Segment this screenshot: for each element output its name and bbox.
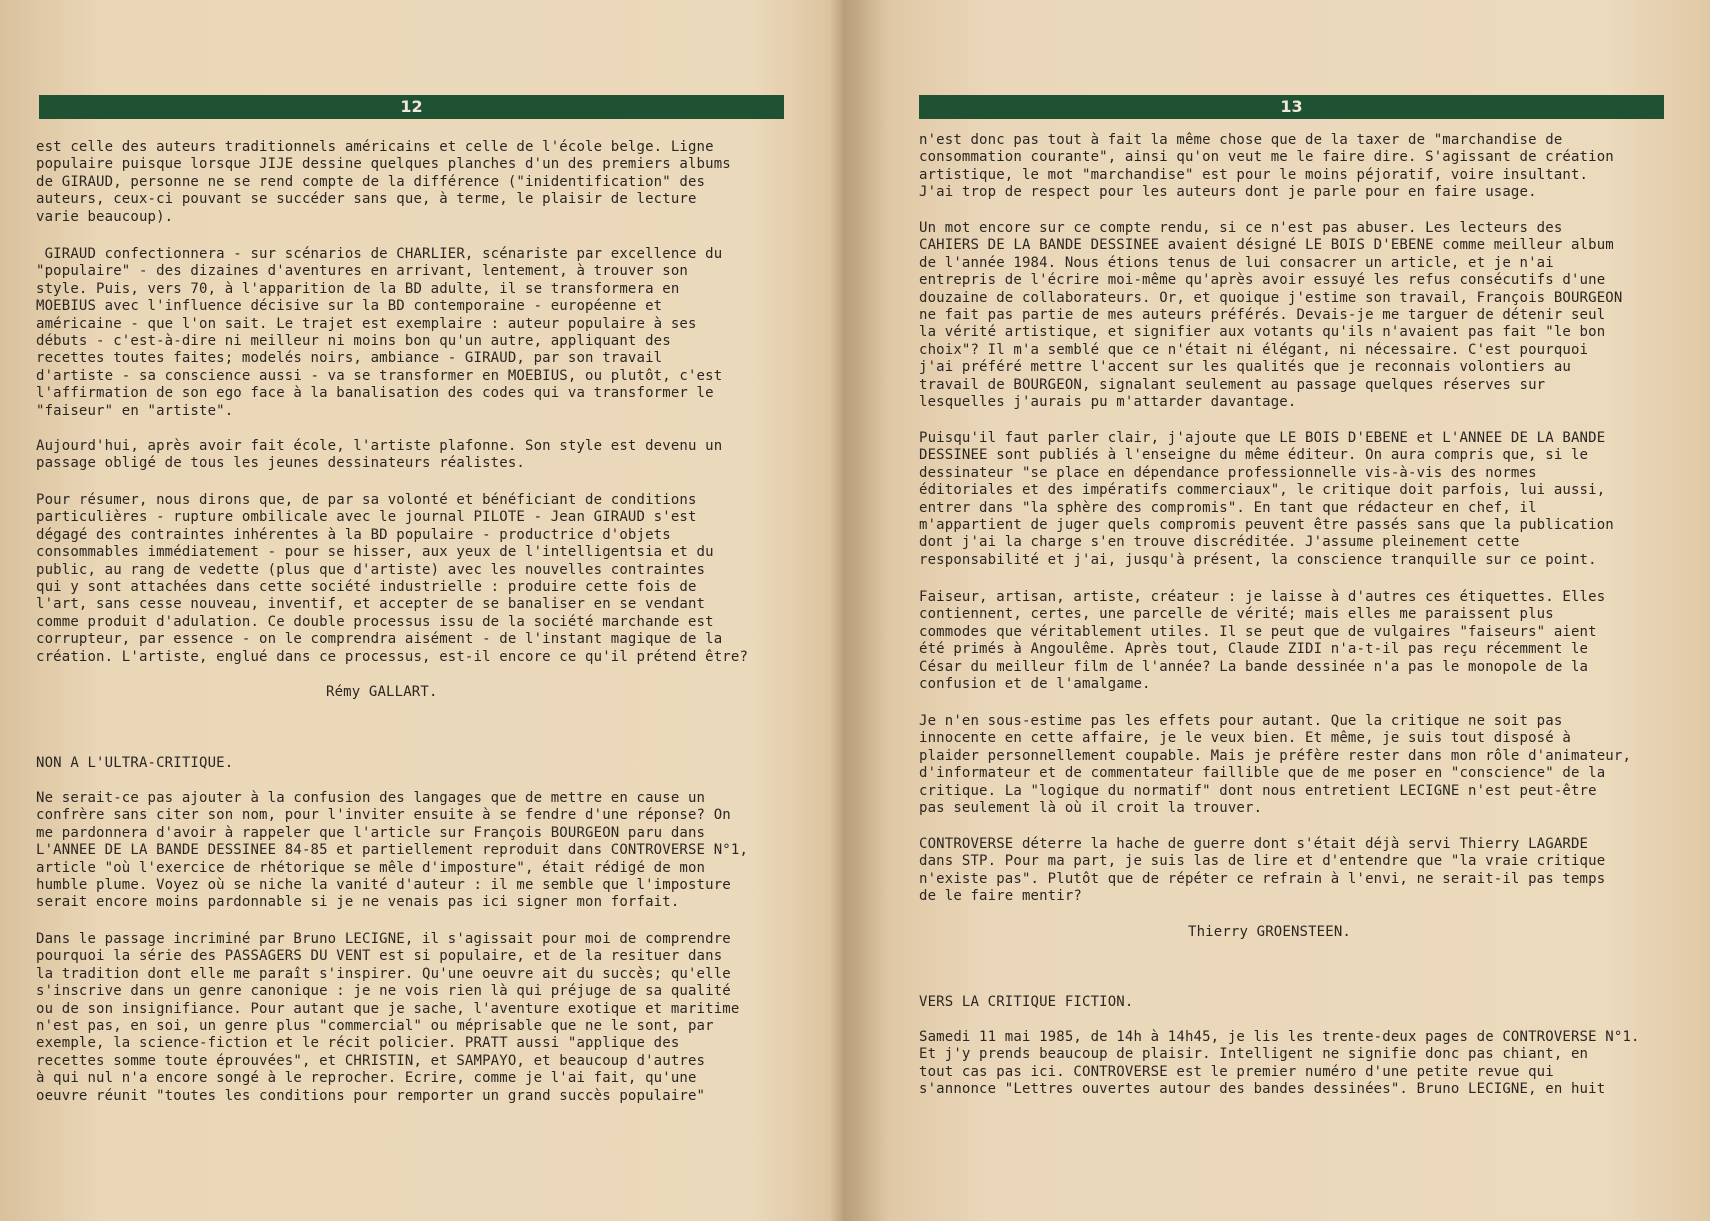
paragraph: Je n'en sous-estime pas les effets pour autant. Que la critique ne soit pas innocente en cette affaire, je le veux bien. Et même, je suis tout disposé à plaider personnellement coupable. Mais je préfère rester dans mon rôle d'animateur, d'informateur et de commentateur faillible que de me poser en "conscience" de la critique. La "logique du normatif" dont nous entretient LECIGNE n'est peut-être pas seulement là où il croit la trouver.: [919, 713, 1632, 817]
paragraph: Faiseur, artisan, artiste, créateur : je laisse à d'autres ces étiquettes. Elles contiennent, certes, une parcelle de vérité; mais elles me paraissent plus commodes que véritablement utiles. Il se peut que de vulgaires "faiseurs" aient été primés à Angoulême. Après tout, Claude ZIDI n'a-t-il pas reçu récemment le César du meilleur film de l'année? La bande dessinée n'a pas le monopole de la confusion et de l'amalgame.: [919, 589, 1606, 693]
left-page: [0, 0, 845, 1221]
section-title: VERS LA CRITIQUE FICTION.: [919, 994, 1134, 1010]
paragraph: Samedi 11 mai 1985, de 14h à 14h45, je lis les trente-deux pages de CONTROVERSE N°1. Et j'y prends beaucoup de plaisir. Intelligent ne signifie donc pas chiant, en tout cas pas ici. CONTROVERSE est le premier numéro d'une petite revue qui s'annonce "Lettres ouvertes autour des bandes dessinées". Bruno LECIGNE, en huit: [919, 1029, 1640, 1098]
paragraph: Dans le passage incriminé par Bruno LECIGNE, il s'agissait pour moi de comprendre pourquoi la série des PASSAGERS DU VENT est si populaire, et de la resituer dans la tradition dont elle me paraît s'inspirer. Qu'une oeuvre ait du succès; qu'elle s'inscrive dans un genre canonique : je ne vois rien là qui préjuge de sa qualité ou de son insignifiance. Pour autant que je sache, l'aventure exotique et maritime n'est pas, en soi, un genre plus "commercial" ou méprisable que ne le sont, par exemple, la science-fiction et le récit policier. PRATT aussi "applique des recettes somme toute éprouvées", et CHRISTIN, et SAMPAYO, et beaucoup d'autres à qui nul n'a encore songé à le reprocher. Ecrire, comme je l'ai fait, qu'une oeuvre réunit "toutes les conditions pour remporter un grand succès populaire": [36, 931, 740, 1104]
author-signature: Rémy GALLART.: [326, 684, 438, 700]
page-number-bar: [919, 95, 1664, 119]
paragraph: n'est donc pas tout à fait la même chose que de la taxer de "marchandise de consommation courante", ainsi qu'on veut me le faire dire. S'agissant de création artistique, le mot "marchandise" est pour le moins péjoratif, voire insultant. J'ai trop de respect pour les auteurs dont je parle pour en faire usage.: [919, 132, 1614, 201]
page-number: 13: [1280, 97, 1303, 116]
paragraph: Puisqu'il faut parler clair, j'ajoute que LE BOIS D'EBENE et L'ANNEE DE LA BANDE DESSINEE sont publiés à l'enseigne du même éditeur. On aura compris que, si le dessinateur "se place en dépendance professionnelle vis-à-vis des normes éditoriales et des impératifs commerciaux", le critique doit parfois, lui aussi, entrer dans "la sphère des compromis". En tant que rédacteur en chef, il m'appartient de juger quels compromis peuvent être passés sans que la publication dont j'ai la charge s'en trouve discréditée. J'assume pleinement cette responsabilité et j'ai, jusqu'à présent, la conscience tranquille sur ce point.: [919, 430, 1614, 568]
right-page: [850, 0, 1710, 1221]
paragraph: GIRAUD confectionnera - sur scénarios de CHARLIER, scénariste par excellence du "populaire" - des dizaines d'aventures en arrivant, lentement, à trouver son style. Puis, vers 70, à l'apparition de la BD adulte, il se transformera en MOEBIUS avec l'influence décisive sur la BD contemporaine - européenne et américaine - que l'on sait. Le trajet est exemplaire : auteur populaire à ses débuts - c'est-à-dire ni meilleur ni moins bon qu'un autre, appliquant des recettes toutes faites; modelés noirs, ambiance - GIRAUD, par son travail d'artiste - sa conscience aussi - va se transformer en MOEBIUS, ou plutôt, c'est l'affirmation de son ego face à la banalisation des codes qui va transformer le "faiseur" en "artiste".: [36, 246, 723, 419]
paragraph: Aujourd'hui, après avoir fait école, l'artiste plafonne. Son style est devenu un passage obligé de tous les jeunes dessinateurs réalistes.: [36, 438, 723, 472]
paragraph: Pour résumer, nous dirons que, de par sa volonté et bénéficiant de conditions particulières - rupture ombilicale avec le journal PILOTE - Jean GIRAUD s'est dégagé des contraintes inhérentes à la BD populaire - productrice d'objets consommables immédiatement - pour se hisser, aux yeux de l'intelligentsia et du public, au rang de vedette (plus que d'artiste) avec les nouvelles contraintes qui y sont attachées dans cette société industrielle : produire cette fois de l'art, sans cesse nouveau, inventif, et accepter de se banaliser en se vendant comme produit d'adulation. Ce double processus issu de la société marchande est corrupteur, par essence - on le comprendra aisément - de l'instant magique de la création. L'artiste, englué dans ce processus, est-il encore ce qu'il prétend être?: [36, 492, 749, 665]
author-signature: Thierry GROENSTEEN.: [1188, 924, 1351, 940]
page-number: 12: [400, 97, 423, 116]
paragraph: est celle des auteurs traditionnels américains et celle de l'école belge. Ligne populaire puisque lorsque JIJE dessine quelques planches d'un des premiers albums de GIRAUD, personne ne se rend compte de la différence ("inidentification" des auteurs, ceux-ci pouvant se succéder sans que, à terme, le plaisir de lecture varie beaucoup).: [36, 139, 731, 225]
page-number-bar: [39, 95, 784, 119]
paragraph: CONTROVERSE déterre la hache de guerre dont s'était déjà servi Thierry LAGARDE dans STP. Pour ma part, je suis las de lire et d'entendre que "la vraie critique n'existe pas". Plutôt que de répéter ce refrain à l'envi, ne serait-il pas temps de le faire mentir?: [919, 836, 1606, 905]
paragraph: Ne serait-ce pas ajouter à la confusion des langages que de mettre en cause un confrère sans citer son nom, pour l'inviter ensuite à se fendre d'une réponse? On me pardonnera d'avoir à rappeler que l'article sur François BOURGEON paru dans L'ANNEE DE LA BANDE DESSINEE 84-85 et partiellement reproduit dans CONTROVERSE N°1, article "où l'exercice de rhétorique se mêle d'imposture", était rédigé de mon humble plume. Voyez où se niche la vanité d'auteur : il me semble que l'imposture serait encore moins pardonnable si je ne venais pas ici signer mon forfait.: [36, 790, 749, 911]
section-title: NON A L'ULTRA-CRITIQUE.: [36, 755, 234, 771]
paragraph: Un mot encore sur ce compte rendu, si ce n'est pas abuser. Les lecteurs des CAHIERS DE LA BANDE DESSINEE avaient désigné LE BOIS D'EBENE comme meilleur album de l'année 1984. Nous étions tenus de lui consacrer un article, et je n'ai entrepris de l'écrire moi-même qu'après avoir essuyé les refus consécutifs d'une douzaine de collaborateurs. Or, et quoique j'estime son travail, François BOURGEON ne fait pas partie de mes auteurs préférés. Devais-je me targuer de détenir seul la vérité artistique, et signifier aux votants qu'ils n'avaient pas fait "le bon choix"? Il m'a semblé que ce n'était ni élégant, ni nécessaire. C'est pourquoi j'ai préféré mettre l'accent sur les qualités que je reconnais volontiers au travail de BOURGEON, signalant seulement au passage quelques réserves sur lesquelles j'aurais pu m'attarder davantage.: [919, 220, 1623, 411]
